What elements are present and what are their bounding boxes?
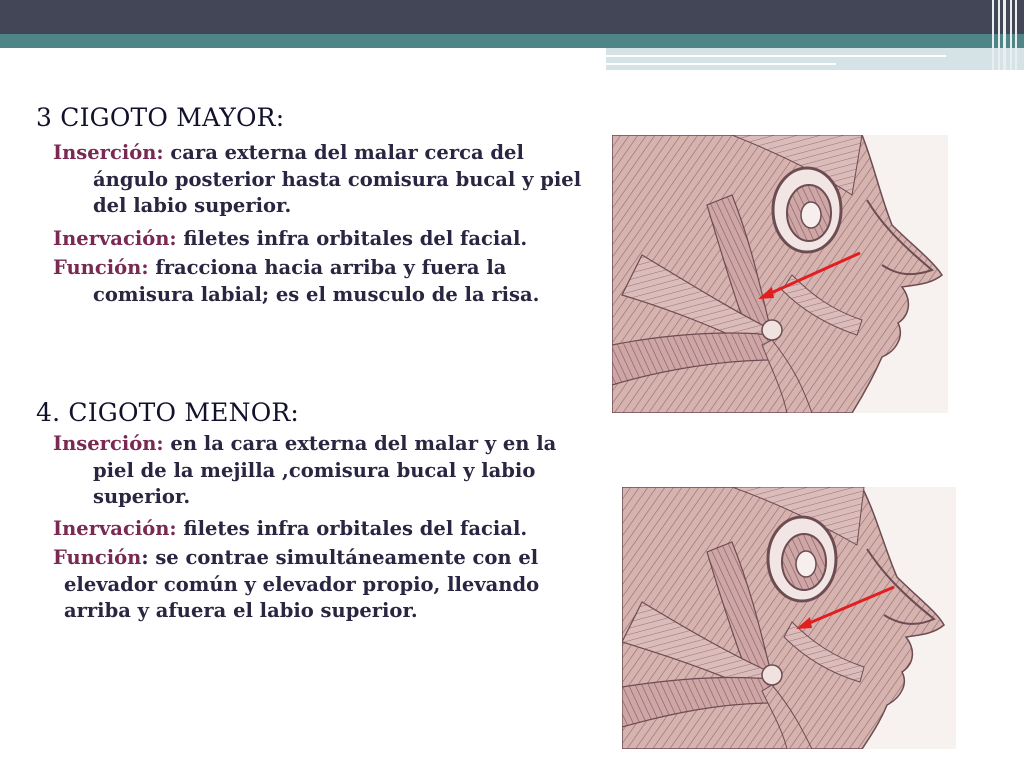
item-text: cara externa del malar cerca del ángulo posterior hasta comisura bucal y piel del labio superior. (93, 141, 582, 217)
section-cigoto-mayor (36, 103, 596, 308)
item-text: filetes infra orbitales del facial. (176, 516, 528, 540)
header-bar (0, 0, 1024, 34)
header-pale-strip (606, 48, 1024, 70)
item-text: fracciona hacia arriba y fuera la comisura labial; es el musculo de la risa. (93, 256, 540, 306)
header-divider-line (606, 63, 836, 65)
facial-muscles-illustration-bottom (622, 487, 956, 749)
list-item-funcion (53, 545, 596, 625)
section-heading: 4. CIGOTO MENOR: (36, 398, 300, 427)
item-label: Función (53, 546, 142, 569)
header-divider-line (606, 55, 946, 57)
section-heading: 3 CIGOTO MAYOR: (36, 103, 285, 132)
item-text: en la cara externa del malar y en la piel de la mejilla ,comisura bucal y labio superior. (93, 432, 557, 508)
item-label: Inervación: (53, 226, 177, 250)
item-label: Función: (53, 256, 149, 279)
list-item-funcion (53, 255, 596, 308)
header-accent-bar (0, 34, 1024, 48)
list-item-insercion (53, 140, 596, 220)
facial-muscles-illustration-top (612, 135, 948, 413)
section-cigoto-menor (36, 398, 596, 625)
item-text: filetes infra orbitales del facial. (176, 226, 528, 250)
list-item-inervacion (53, 226, 596, 253)
item-text: : se contrae simultáneamente con el elevador común y elevador propio, llevando arriba y afuera el labio superior. (64, 546, 540, 622)
facial-muscles-icon (612, 135, 948, 413)
list-item-inervacion (53, 516, 596, 543)
facial-muscles-icon (622, 487, 956, 749)
item-label: Inervación: (53, 516, 177, 540)
header-vertical-bars (992, 0, 1018, 70)
list-item-insercion (53, 431, 596, 511)
item-label: Inserción: (53, 141, 164, 164)
item-label: Inserción: (53, 432, 164, 455)
